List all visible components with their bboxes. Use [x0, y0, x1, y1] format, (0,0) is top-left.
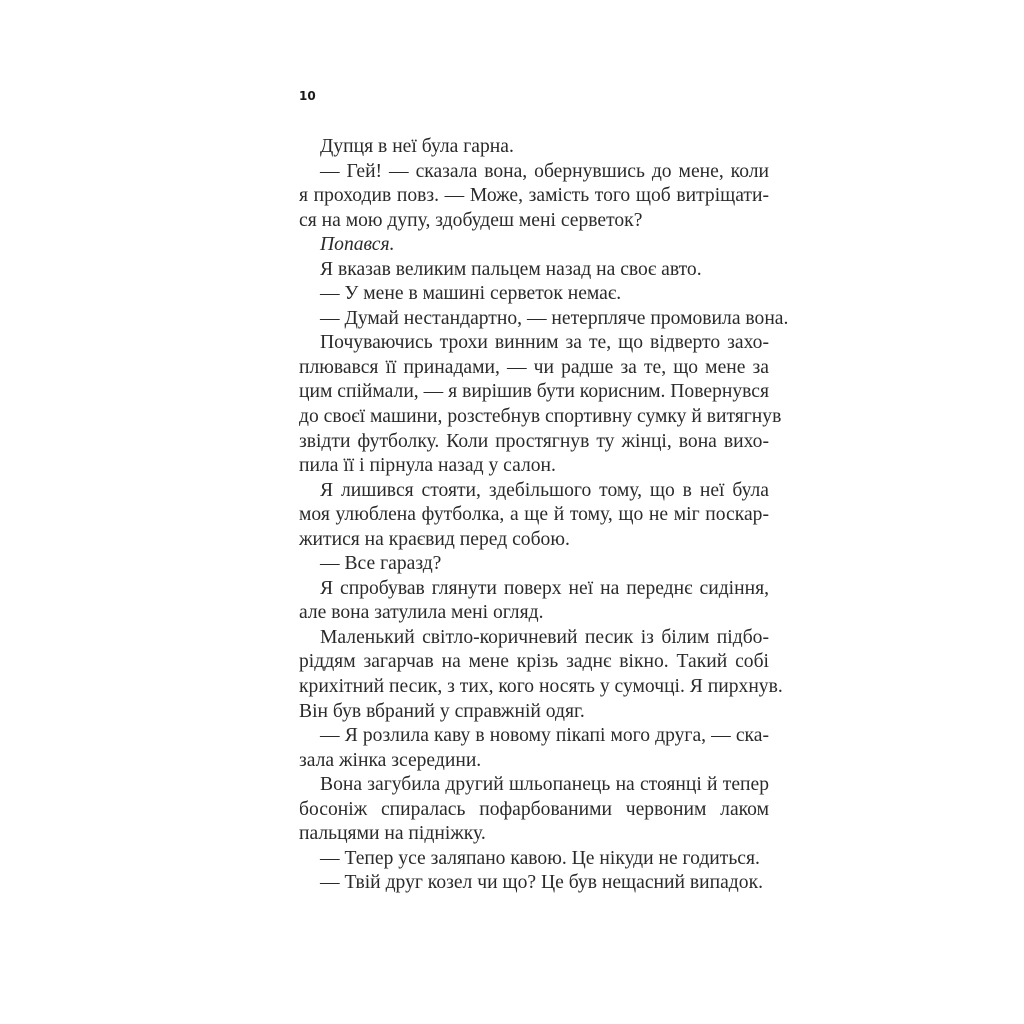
text-line: цим спіймали, — я вирішив бути корисним. Повернувся: [299, 381, 769, 403]
text-line: зала жінка зсередини.: [299, 749, 482, 771]
text-line: — Гей! — сказала вона, обернувшись до мене, коли: [320, 160, 769, 182]
text-line: Я вказав великим пальцем назад на своє авто.: [320, 258, 702, 280]
text-line: — Твій друг козел чи що? Це був нещасний випадок.: [320, 872, 763, 894]
text-line: моя улюблена футболка, а ще й тому, що не міг поскар-: [299, 504, 769, 526]
text-line: Дупця в неї була гарна.: [320, 136, 514, 157]
body-text: [299, 135, 789, 896]
text-line: але вона затулила мені огляд.: [299, 602, 544, 624]
text-line: ріддям загарчав на мене крізь заднє вікно. Такий собі: [299, 651, 769, 673]
text-line: босоніж спиралась пофарбованими червоним лаком: [299, 798, 769, 820]
text-line: пила її і пірнула назад у салон.: [299, 455, 556, 477]
text-line: — Я розлила каву в новому пікапі мого друга, — ска-: [320, 725, 769, 747]
text-line: — Все гаразд?: [320, 553, 442, 575]
text-line: крихітний песик, з тих, кого носять у сумочці. Я пирхнув.: [299, 676, 783, 698]
text-line: я проходив повз. — Може, замість того щоб витріщати-: [299, 185, 769, 207]
text-line: — Тепер усе заляпано кавою. Це нікуди не годиться.: [320, 847, 760, 869]
page-number: 10: [299, 89, 316, 103]
text-line: плювався її принадами, — чи радше за те, що мене за: [299, 356, 769, 378]
text-line: — У мене в машині серветок немає.: [320, 283, 622, 305]
text-line: Я лишився стояти, здебільшого тому, що в неї була: [320, 479, 769, 501]
text-line: Я спробував глянути поверх неї на переднє сидіння,: [320, 577, 769, 599]
text-line: до своєї машини, розстебнув спортивну сумку й витягнув: [299, 406, 782, 428]
text-line: Маленький світло-коричневий песик із білим підбо-: [320, 626, 769, 648]
text-line: житися на краєвид перед собою.: [299, 528, 570, 550]
text-line: Вона загубила другий шльопанець на стоянці й тепер: [320, 774, 769, 796]
text-line: пальцями на підніжку.: [299, 823, 486, 845]
text-line: ся на мою дупу, здобудеш мені серветок?: [299, 209, 643, 231]
text-line: Він був вбраний у справжній одяг.: [299, 700, 585, 722]
text-line: Попався.: [320, 234, 395, 256]
text-line: — Думай нестандартно, — нетерпляче промовила вона.: [320, 307, 789, 329]
text-line: звідти футболку. Коли простягнув ту жінці, вона вихо-: [299, 430, 769, 452]
text-line: Почуваючись трохи винним за те, що відверто захо-: [320, 332, 769, 354]
